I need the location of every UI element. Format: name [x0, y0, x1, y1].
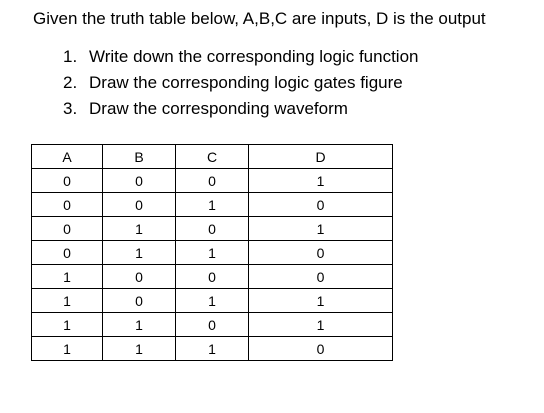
table-row: [32, 241, 393, 265]
cell-c: 0: [176, 265, 249, 289]
cell-c: 0: [176, 313, 249, 337]
cell-a: 0: [32, 193, 103, 217]
cell-d: 0: [249, 241, 393, 265]
cell-a: 0: [32, 169, 103, 193]
task-item: [63, 70, 418, 96]
cell-d: 1: [249, 313, 393, 337]
cell-d: 0: [249, 193, 393, 217]
cell-b: 1: [103, 313, 176, 337]
cell-d: 1: [249, 169, 393, 193]
table-row: [32, 217, 393, 241]
table-header-row: [32, 145, 393, 169]
task-item: [63, 44, 418, 70]
cell-c: 0: [176, 217, 249, 241]
cell-d: 0: [249, 265, 393, 289]
cell-b: 1: [103, 217, 176, 241]
column-header-d: D: [249, 145, 393, 169]
cell-c: 1: [176, 193, 249, 217]
cell-b: 1: [103, 241, 176, 265]
table-row: [32, 265, 393, 289]
cell-c: 1: [176, 289, 249, 313]
cell-c: 1: [176, 337, 249, 361]
table-row: [32, 313, 393, 337]
task-text: Write down the corresponding logic function: [89, 47, 419, 66]
task-list: [63, 44, 418, 122]
cell-a: 0: [32, 217, 103, 241]
task-number: 3.: [63, 99, 78, 118]
truth-table: [31, 144, 393, 361]
cell-c: 0: [176, 169, 249, 193]
task-text: Draw the corresponding waveform: [89, 99, 348, 118]
cell-c: 1: [176, 241, 249, 265]
column-header-b: B: [103, 145, 176, 169]
cell-a: 1: [32, 265, 103, 289]
cell-a: 1: [32, 313, 103, 337]
cell-a: 0: [32, 241, 103, 265]
cell-d: 0: [249, 337, 393, 361]
task-text: Draw the corresponding logic gates figure: [89, 73, 403, 92]
cell-b: 0: [103, 169, 176, 193]
cell-b: 0: [103, 265, 176, 289]
cell-a: 1: [32, 289, 103, 313]
task-number: 1.: [63, 47, 78, 66]
table-row: [32, 193, 393, 217]
cell-a: 1: [32, 337, 103, 361]
table-row: [32, 337, 393, 361]
cell-b: 1: [103, 337, 176, 361]
cell-b: 0: [103, 193, 176, 217]
cell-d: 1: [249, 289, 393, 313]
column-header-c: C: [176, 145, 249, 169]
table-row: [32, 169, 393, 193]
table-row: [32, 289, 393, 313]
task-item: [63, 96, 418, 122]
question-intro: Given the truth table below, A,B,C are inputs, D is the output: [33, 9, 486, 28]
cell-b: 0: [103, 289, 176, 313]
column-header-a: A: [32, 145, 103, 169]
task-number: 2.: [63, 73, 78, 92]
cell-d: 1: [249, 217, 393, 241]
